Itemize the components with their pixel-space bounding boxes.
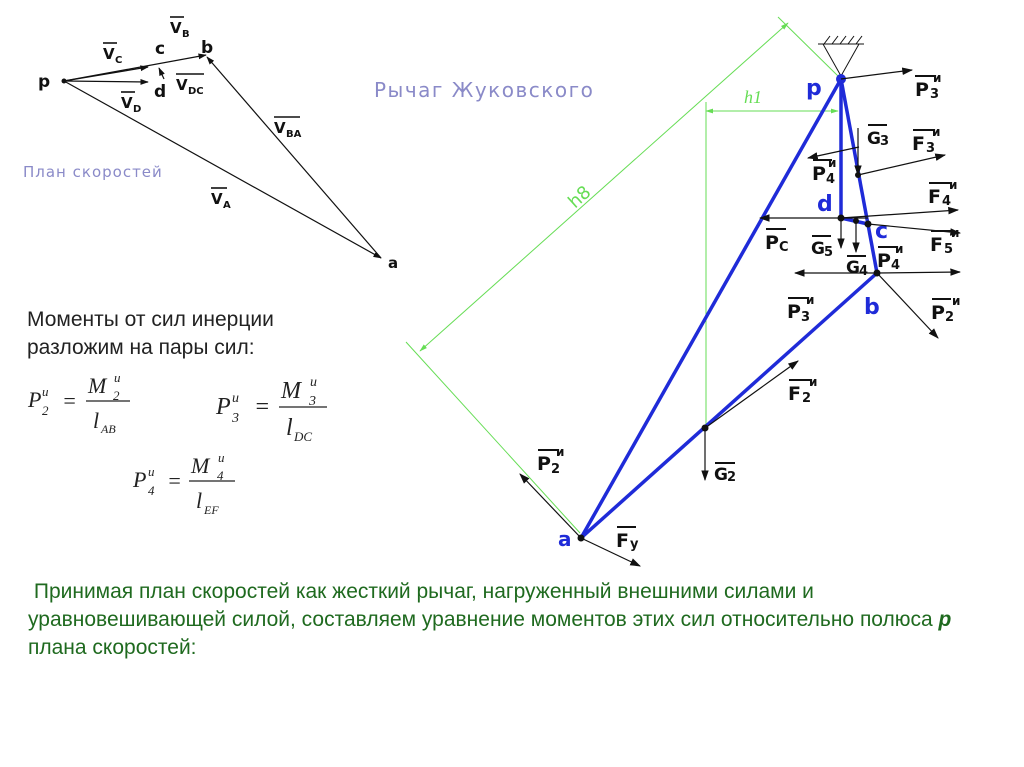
force-labels xyxy=(537,71,960,552)
svg-text:у: у xyxy=(630,537,639,552)
plan-point-p: p xyxy=(38,72,51,92)
label-f2 xyxy=(788,375,817,406)
velocity-plan-caption: План скоростей xyxy=(23,163,163,181)
arrow-p3-top xyxy=(841,70,912,79)
svg-text:и: и xyxy=(933,71,942,85)
link-a-b xyxy=(581,273,877,538)
svg-text:G: G xyxy=(714,465,728,485)
svg-text:DC: DC xyxy=(188,86,204,97)
arrow-f4 xyxy=(841,210,958,218)
svg-text:P: P xyxy=(216,394,231,420)
lever-title: Рычаг Жуковского xyxy=(374,78,595,102)
svg-text:l: l xyxy=(93,408,100,433)
bottom-text-prefix: Принимая план скоростей как жесткий рычаг, нагруженный внешними силами и уравновешивающей силой, составляем уравнение моментов этих сил относительно полюса xyxy=(28,580,939,631)
svg-text:2: 2 xyxy=(802,391,812,406)
formula-p4 xyxy=(132,450,235,517)
svg-text:3: 3 xyxy=(880,134,890,149)
point-p-dot xyxy=(62,79,67,84)
svg-text:2: 2 xyxy=(727,470,737,485)
label-f5 xyxy=(930,226,959,257)
label-f4 xyxy=(928,178,957,209)
svg-text:l: l xyxy=(196,488,203,513)
label-p2-right xyxy=(931,294,960,325)
svg-text:V: V xyxy=(274,119,286,137)
arrow-p4-lower xyxy=(877,273,938,338)
label-g5 xyxy=(811,236,833,260)
svg-text:и: и xyxy=(806,293,815,307)
plan-point-d: d xyxy=(154,82,167,102)
bottom-text-suffix: плана скоростей: xyxy=(28,636,197,659)
svg-text:M: M xyxy=(191,453,210,478)
label-p2-left xyxy=(537,445,564,477)
label-pc xyxy=(765,229,789,255)
arrow-p2-right xyxy=(877,272,960,273)
vector-vd xyxy=(64,81,148,82)
label-fy xyxy=(616,527,639,552)
arrow-p2-left xyxy=(520,474,581,538)
svg-text:P: P xyxy=(787,301,801,323)
vector-vdc xyxy=(159,68,164,79)
svg-text:3: 3 xyxy=(232,411,239,426)
svg-text:F: F xyxy=(616,530,629,552)
svg-text:3: 3 xyxy=(926,141,936,156)
svg-text:и: и xyxy=(556,445,565,459)
svg-text:4: 4 xyxy=(217,468,224,483)
h8-extension-bottom xyxy=(406,342,580,533)
formula-p3 xyxy=(215,375,327,444)
bottom-paragraph xyxy=(28,578,1003,662)
svg-text:3: 3 xyxy=(801,310,811,325)
label-p4-lower xyxy=(877,242,903,273)
svg-text:2: 2 xyxy=(113,388,120,403)
label-f3 xyxy=(912,125,940,156)
svg-text:и: и xyxy=(232,391,239,406)
svg-text:=: = xyxy=(254,394,271,420)
svg-text:M: M xyxy=(281,378,301,404)
svg-text:4: 4 xyxy=(826,172,836,187)
svg-text:и: и xyxy=(114,370,121,385)
svg-text:l: l xyxy=(286,415,293,441)
svg-text:F: F xyxy=(788,383,801,405)
svg-text:4: 4 xyxy=(942,194,952,209)
moments-text: Моменты от сил инерции разложим на пары сил: xyxy=(27,308,274,359)
arrow-f3 xyxy=(858,155,945,175)
svg-text:и: и xyxy=(42,384,49,399)
svg-text:B: B xyxy=(182,29,190,40)
svg-text:и: и xyxy=(895,242,904,256)
svg-text:G: G xyxy=(867,129,881,149)
svg-text:2: 2 xyxy=(551,462,561,477)
svg-text:3: 3 xyxy=(309,394,316,409)
svg-text:DC: DC xyxy=(294,429,313,444)
label-vd xyxy=(121,92,141,115)
arrow-f2 xyxy=(705,361,798,428)
label-p3-lower xyxy=(787,293,814,325)
lever-point-a: a xyxy=(558,527,572,551)
svg-text:2: 2 xyxy=(945,310,955,325)
svg-text:P: P xyxy=(915,79,929,101)
velocity-plan xyxy=(23,17,398,272)
svg-text:и: и xyxy=(952,294,961,308)
svg-text:P: P xyxy=(812,163,826,185)
lever-point-p: p xyxy=(806,76,822,101)
svg-text:G: G xyxy=(811,239,825,259)
vector-vba xyxy=(207,57,381,258)
svg-text:AB: AB xyxy=(101,422,116,436)
svg-text:C: C xyxy=(779,240,789,255)
formula-p2 xyxy=(27,370,130,436)
h8-dimension-line xyxy=(420,23,788,351)
svg-text:P: P xyxy=(537,453,551,475)
svg-text:F: F xyxy=(912,133,925,155)
h1-label: h1 xyxy=(744,87,762,107)
label-vdc xyxy=(176,74,204,97)
svg-text:и: и xyxy=(218,450,225,465)
plan-point-b: b xyxy=(201,38,214,58)
svg-text:и: и xyxy=(310,375,317,390)
label-vb xyxy=(170,17,190,40)
svg-text:P: P xyxy=(877,250,891,272)
svg-text:G: G xyxy=(846,258,860,278)
svg-text:V: V xyxy=(103,45,115,63)
svg-text:2: 2 xyxy=(42,403,49,418)
svg-text:и: и xyxy=(949,178,958,192)
pole-letter: p xyxy=(938,608,952,631)
label-vc xyxy=(103,43,122,66)
svg-text:4: 4 xyxy=(891,258,901,273)
label-g2 xyxy=(714,463,736,485)
svg-text:F: F xyxy=(930,234,943,256)
h8-extension-top xyxy=(778,17,838,76)
svg-text:и: и xyxy=(809,375,818,389)
svg-text:F: F xyxy=(928,186,941,208)
svg-text:EF: EF xyxy=(204,503,219,517)
svg-text:BA: BA xyxy=(286,129,302,140)
label-g3 xyxy=(867,125,889,149)
svg-text:3: 3 xyxy=(930,87,940,102)
svg-text:4: 4 xyxy=(859,264,869,279)
lever-point-b: b xyxy=(864,295,880,320)
svg-text:V: V xyxy=(211,190,223,208)
lever-point-c: c xyxy=(875,219,889,244)
svg-text:V: V xyxy=(121,94,133,112)
label-vba xyxy=(274,117,302,140)
svg-text:P: P xyxy=(133,467,147,492)
label-va xyxy=(211,188,231,211)
svg-text:5: 5 xyxy=(824,245,834,260)
support-hatch xyxy=(818,36,864,76)
svg-text:и: и xyxy=(951,226,960,240)
svg-text:4: 4 xyxy=(148,483,155,498)
svg-text:C: C xyxy=(115,55,123,66)
lever-point-d: d xyxy=(817,192,833,217)
label-g4 xyxy=(846,256,868,279)
svg-text:V: V xyxy=(170,19,182,37)
svg-text:=: = xyxy=(167,468,182,493)
plan-point-c: c xyxy=(155,39,166,59)
svg-text:=: = xyxy=(62,388,77,413)
plan-point-a: a xyxy=(388,254,399,272)
force-arrows xyxy=(520,70,960,566)
svg-text:P: P xyxy=(931,302,945,324)
svg-text:D: D xyxy=(133,104,142,115)
svg-text:P: P xyxy=(28,387,42,412)
svg-text:A: A xyxy=(223,200,231,211)
svg-text:и: и xyxy=(148,464,155,479)
svg-text:и: и xyxy=(828,156,837,170)
label-p3-top xyxy=(915,71,941,102)
svg-text:P: P xyxy=(765,232,779,254)
link-p-a xyxy=(581,79,841,538)
h8-label: h8 xyxy=(564,181,596,213)
svg-text:и: и xyxy=(932,125,941,139)
svg-text:5: 5 xyxy=(944,242,954,257)
svg-text:M: M xyxy=(88,373,107,398)
label-p4-upper xyxy=(812,156,836,187)
svg-text:V: V xyxy=(176,76,188,94)
